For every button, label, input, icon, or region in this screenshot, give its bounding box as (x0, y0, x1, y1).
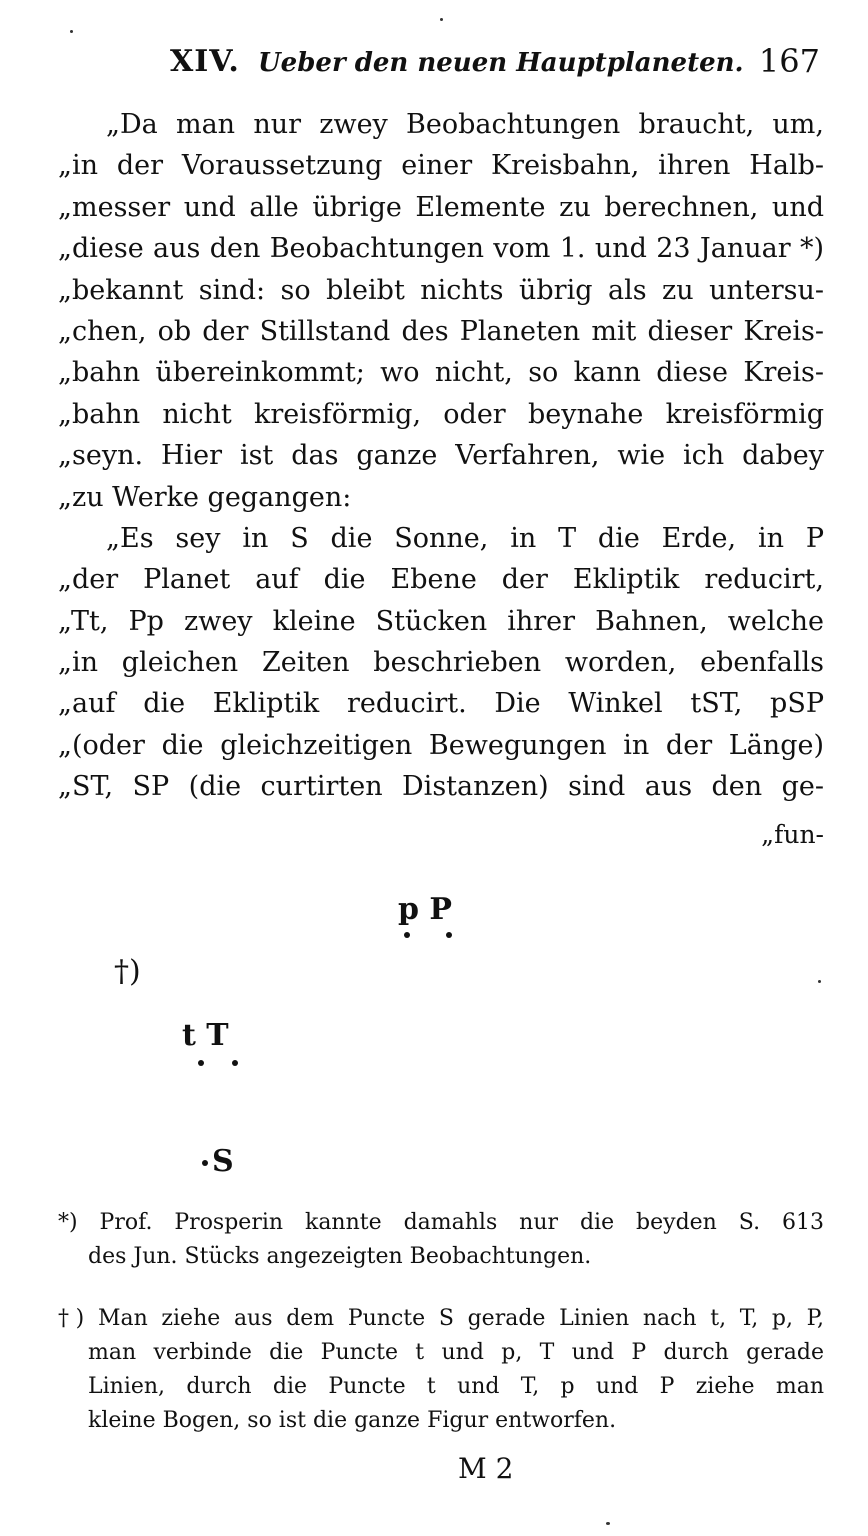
footnote-line: Linien, durch die Puncte t und T, p und P ziehe man (88, 1374, 824, 1399)
text-line: „(oder die gleichzeitigen Bewegungen in der Länge) (58, 729, 824, 761)
footnote-line: †) Man ziehe aus dem Puncte S gerade Linien nach t, T, p, P, (58, 1306, 824, 1331)
text-line: „in gleichen Zeiten beschrieben worden, ebenfalls (58, 647, 824, 679)
planet-diagram (100, 880, 700, 1200)
footnote-star (58, 1206, 824, 1274)
point-t (198, 1060, 204, 1066)
catchword: „fun- (761, 819, 824, 849)
text-line: „bahn nicht kreisförmig, oder beynahe kreisförmig (58, 398, 824, 430)
print-speck (606, 1522, 610, 1525)
label-dagger-note: †) (114, 954, 141, 989)
text-line: „Tt, Pp zwey kleine Stücken ihrer Bahnen, welche (58, 605, 824, 637)
point-S (202, 1160, 208, 1166)
text-line: „ST, SP (die curtirten Distanzen) sind aus den ge- (58, 771, 824, 803)
point-P (446, 932, 452, 938)
point-p (404, 932, 410, 938)
running-header (160, 38, 830, 86)
text-line: „bahn übereinkommt; wo nicht, so kann diese Kreis- (58, 357, 824, 389)
text-line: „diese aus den Beobachtungen vom 1. und 23 Januar *) (58, 233, 824, 265)
page-number: 167 (758, 42, 820, 80)
footnote-line: des Jun. Stücks angezeigten Beobachtungen. (88, 1244, 592, 1269)
text-line: „der Planet auf die Ebene der Ekliptik reducirt, (58, 564, 824, 596)
running-title: Ueber den neuen Hauptplaneten. (258, 48, 744, 78)
footnote-line: man verbinde die Puncte t und p, T und P durch gerade (88, 1340, 824, 1365)
print-speck (70, 30, 73, 33)
text-line: „auf die Ekliptik reducirt. Die Winkel tST, pSP (58, 688, 824, 720)
print-speck (440, 18, 443, 21)
text-line: „in der Voraussetzung einer Kreisbahn, ihren Halb- (58, 150, 824, 182)
label-p-P: p P (398, 892, 452, 927)
footnote-dagger (58, 1302, 824, 1438)
footnote-line: *) Prof. Prosperin kannte damahls nur die beyden S. 613 (58, 1210, 824, 1235)
footnote-line: kleine Bogen, so ist die ganze Figur entworfen. (88, 1408, 617, 1433)
label-t-T: t T (182, 1018, 229, 1053)
text-line: „chen, ob der Stillstand des Planeten mit dieser Kreis- (58, 315, 824, 347)
text-line: „zu Werke gegangen: (58, 481, 352, 513)
text-line: „bekannt sind: so bleibt nichts übrig als zu untersu- (58, 274, 824, 306)
text-line: „Es sey in S die Sonne, in T die Erde, in P (106, 522, 824, 554)
point-T (232, 1060, 238, 1066)
text-line: „messer und alle übrige Elemente zu berechnen, und (58, 191, 824, 223)
signature-mark: M 2 (458, 1452, 514, 1485)
body-text (58, 104, 824, 855)
text-line: „Da man nur zwey Beobachtungen braucht, um, (106, 109, 824, 140)
label-S: S (212, 1144, 234, 1179)
text-line: „seyn. Hier ist das ganze Verfahren, wie ich dabey (58, 440, 824, 472)
print-speck (818, 980, 821, 983)
chapter-number: XIV. (170, 44, 240, 79)
